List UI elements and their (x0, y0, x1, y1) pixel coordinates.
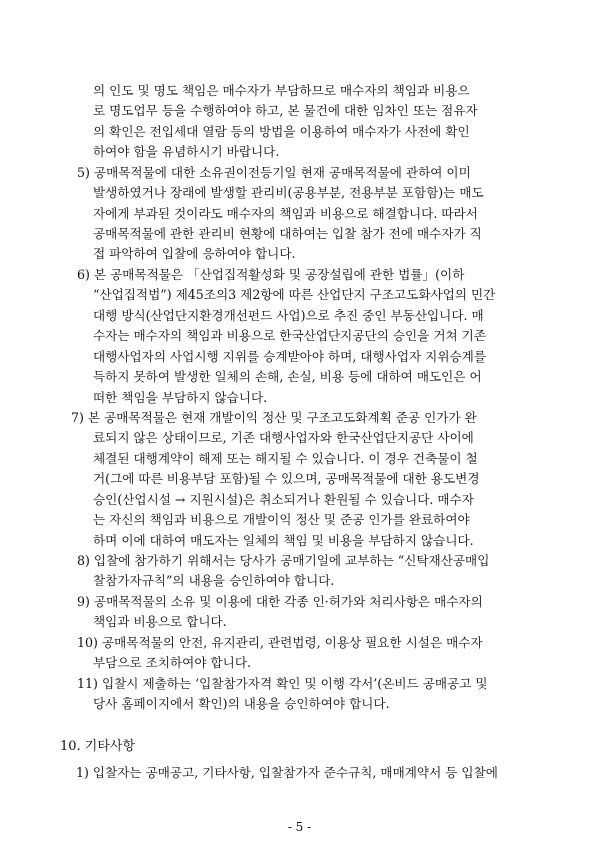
paragraph-line: 료되지 않은 상태이므로, 기존 대행사업자와 한국산업단지공단 사이에 (93, 430, 474, 445)
paragraph-line: 책임과 비용으로 합니다. (93, 614, 227, 629)
paragraph-line: 대행사업자의 사업시행 지위를 승계받아야 하며, 대행사업자 지위승계를 (93, 349, 486, 364)
paragraph-line: 찰참가자규칙”의 내용을 승인하여야 합니다. (93, 573, 335, 588)
paragraph-line: 떠한 책임을 부담하지 않습니다. (93, 390, 268, 405)
paragraph-line: 수자는 매수자의 책임과 비용으로 한국산업단지공단의 승인을 거쳐 기존 (93, 328, 486, 343)
paragraph-line: 부담으로 조치하여야 합니다. (93, 655, 251, 670)
paragraph-line: 접 파악하여 입찰에 응하여야 합니다. (93, 246, 296, 261)
section-heading: 10. 기타사항 (60, 739, 136, 754)
paragraph-line: 하여야 함을 유념하시기 바랍니다. (93, 144, 280, 159)
paragraph-line: 하며 이에 대하여 매도자는 일체의 책임 및 비용을 부담하지 않습니다. (93, 533, 474, 548)
paragraph-line: 당사 홈페이지에서 확인)의 내용을 승인하여야 합니다. (93, 696, 390, 711)
list-item-6: 6) 본 공매목적물은 「산업집적활성화 및 공장설립에 관한 법률」(이하 (77, 267, 465, 282)
list-item-11: 11) 입찰시 제출하는 ‘입찰참가자격 확인 및 이행 각서’(온비드 공매공고 및 (77, 676, 488, 691)
paragraph-line: 로 명도업무 등을 수행하여야 하고, 본 물건에 대한 임차인 또는 점유자 (93, 103, 478, 118)
paragraph-line: 자에게 부과된 것이라도 매수자의 책임과 비용으로 해결합니다. 따라서 (93, 206, 478, 221)
list-item-8: 8) 입찰에 참가하기 위해서는 당사가 공매기일에 교부하는 “신탁재산공매입 (77, 553, 490, 568)
paragraph-line: 체결된 대행계약이 해제 또는 해지될 수 있습니다. 이 경우 건축물이 철 (93, 451, 478, 466)
paragraph-line: 의 확인은 전입세대 열람 등의 방법을 이용하여 매수자가 사전에 확인 (93, 124, 470, 139)
paragraph-line: 거(그에 따른 비용부담 포함)될 수 있으며, 공매목적물에 대한 용도변경 (93, 471, 480, 486)
section-item-1: 1) 입찰자는 공매공고, 기타사항, 입찰참가자 준수규칙, 매매계약서 등 입찰에 (76, 765, 498, 780)
list-item-5: 5) 공매목적물에 대한 소유권이전등기일 현재 공매목적물에 관하여 이미 (77, 165, 471, 180)
paragraph-line: 득하지 못하여 발생한 일체의 손해, 손실, 비용 등에 대하여 매도인은 어 (93, 369, 482, 384)
paragraph-line: “산업집적법”) 제45조의3 제2항에 따른 산업단지 구조고도화사업의 민간 (93, 287, 496, 302)
paragraph-line: 승인(산업시설 → 지원시설)은 취소되거나 환원될 수 있습니다. 매수자 (93, 492, 474, 507)
list-item-7: 7) 본 공매목적물은 현재 개발이익 정산 및 구조고도화계획 준공 인가가 완 (71, 410, 477, 425)
page-number: - 5 - (287, 820, 312, 834)
paragraph-line: 발생하였거나 장래에 발생할 관리비(공용부분, 전용부분 포함함)는 매도 (93, 185, 484, 200)
list-item-9: 9) 공매목적물의 소유 및 이용에 대한 각종 인·허가와 처리사항은 매수자의 (77, 594, 483, 609)
paragraph-line: 는 자신의 책임과 비용으로 개발이익 정산 및 준공 인가를 완료하여야 (93, 512, 470, 527)
paragraph-line: 공매목적물에 관한 관리비 현황에 대하여는 입찰 참가 전에 매수자가 직 (93, 226, 482, 241)
paragraph-line: 대행 방식(산업단지환경개선펀드 사업)으로 추진 중인 부동산입니다. 매 (93, 308, 484, 323)
paragraph-line: 의 인도 및 명도 책임은 매수자가 부담하므로 매수자의 책임과 비용으 (93, 83, 470, 98)
list-item-10: 10) 공매목적물의 안전, 유지관리, 관련법령, 이용상 필요한 시설은 매수자 (77, 635, 483, 650)
